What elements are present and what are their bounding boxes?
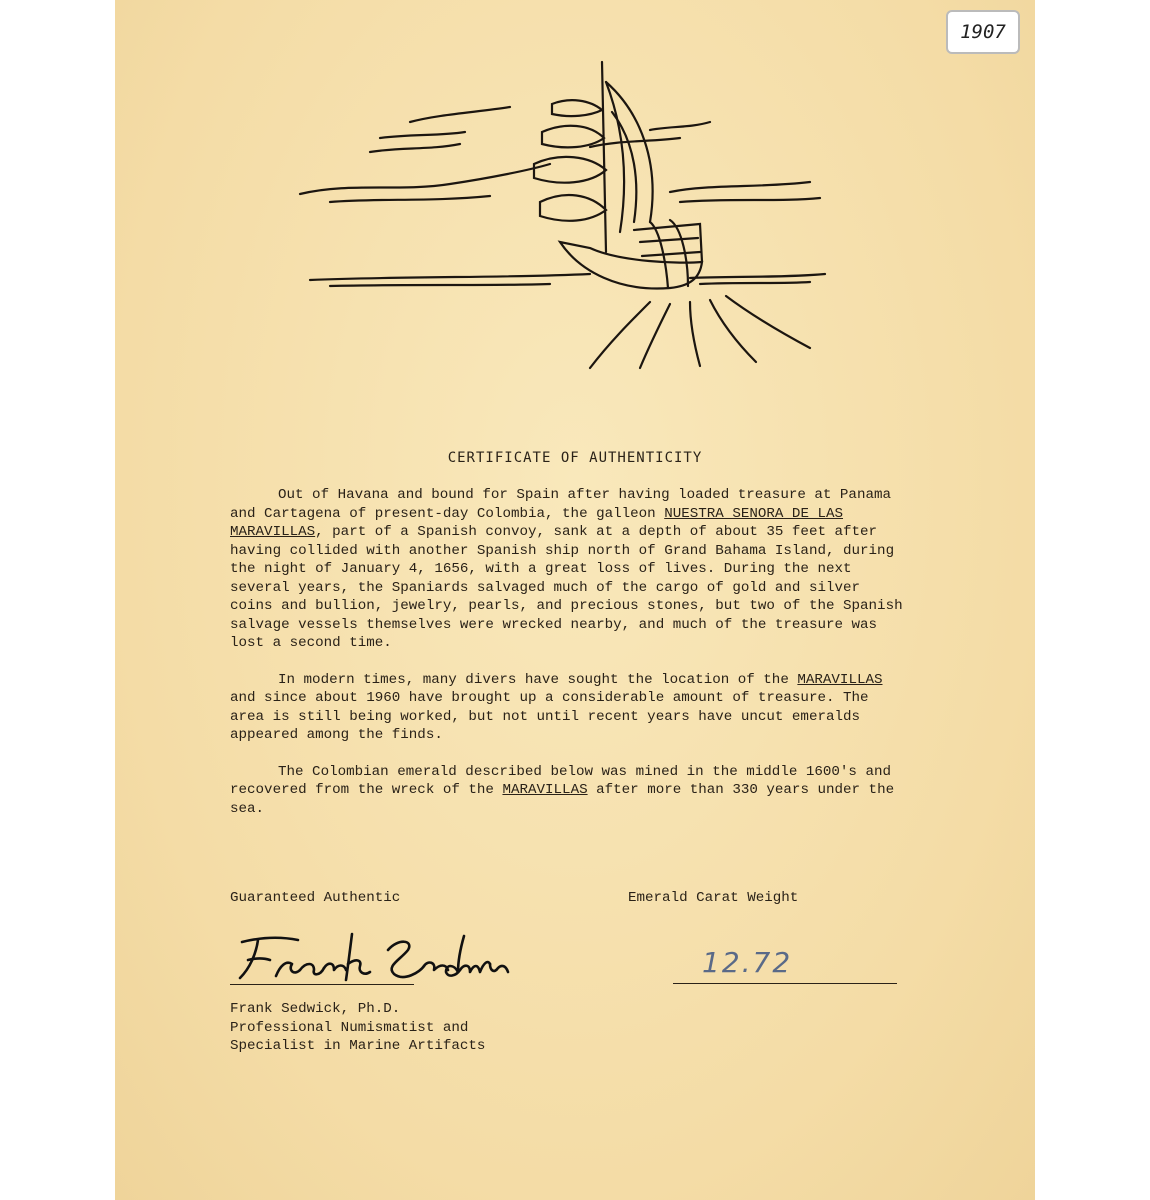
handwritten-signature [228, 920, 518, 990]
ship-name: MARAVILLAS [797, 671, 883, 688]
carat-weight-label: Emerald Carat Weight [628, 890, 799, 906]
signer-name: Frank Sedwick, Ph.D. [230, 1001, 401, 1017]
paragraph-2-text-b: and since about 1960 have brought up a considerable amount of treasure. The area is still being worked, but not until recent years have uncut emeralds appeared among the finds. [230, 690, 869, 743]
history-paragraph-2 [230, 671, 910, 745]
paragraph-1-text-b: , part of a Spanish convoy, sank at a depth of about 35 feet after having collided with another Spanish ship north of Grand Bahama Island, during the night of January 4, 1656, with a great loss of lives. During the next several years, the Spaniards salvaged much of the cargo of gold and silver coins and bullion, jewelry, pearls, and precious stones, but two of the Spanish salvage vessels themselves were wrecked nearby, and much of the treasure was lost a second time. [230, 524, 903, 651]
history-paragraph-3 [230, 763, 910, 819]
signature-line [230, 984, 414, 985]
galleon-illustration [290, 52, 830, 372]
carat-weight-value: 12.72 [702, 946, 793, 979]
certificate-body [230, 486, 910, 836]
history-paragraph-1 [230, 486, 910, 653]
ship-name: MARAVILLAS [502, 782, 588, 798]
signer-title-2: Specialist in Marine Artifacts [230, 1038, 486, 1054]
paragraph-3-text-a: The Colombian emerald described below was mined in the middle 1600's and recovered from the wreck of the [230, 763, 891, 798]
signer-block [230, 1000, 485, 1056]
certificate-title: CERTIFICATE OF AUTHENTICITY [447, 450, 703, 466]
paragraph-2-text-a: In modern times, many divers have sought the location of the [278, 671, 798, 688]
guarantee-label: Guaranteed Authentic [230, 890, 401, 906]
signer-title-1: Professional Numismatist and [230, 1019, 469, 1036]
ship-name: NUESTRA SENORA DE LAS MARAVILLAS [230, 505, 844, 540]
paragraph-1-text-a: Out of Havana and bound for Spain after having loaded treasure at Panama and Cartagena of present-day Colombia, the galleon [230, 487, 891, 522]
lot-number-tag: 1907 [946, 10, 1020, 54]
paragraph-3-text-b: after more than 330 years under the sea. [230, 782, 895, 817]
carat-weight-line [673, 983, 897, 984]
